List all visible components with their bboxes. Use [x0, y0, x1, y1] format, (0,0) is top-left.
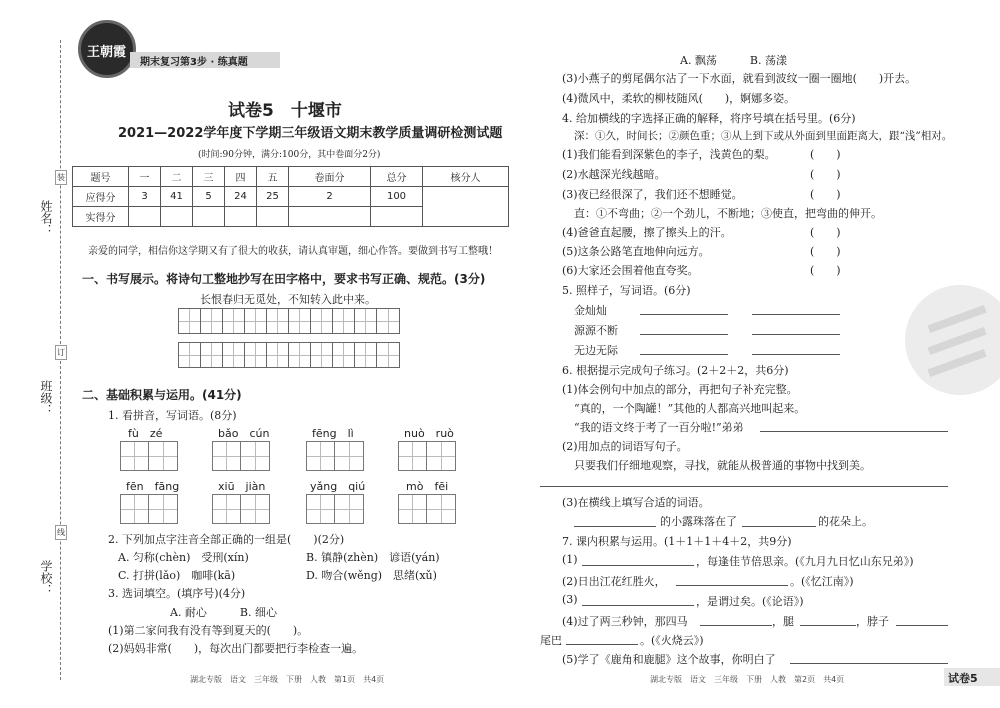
q3-sentence-1: (1)第二家问我有没有等到夏天的( )。 [108, 624, 309, 637]
score-table [72, 166, 509, 227]
th-cell: 二 [161, 167, 193, 187]
answer-grid[interactable] [398, 494, 456, 524]
q7-4-leg: ，腿 [772, 615, 794, 628]
answer-grid[interactable] [212, 494, 270, 524]
answer-line[interactable] [800, 625, 856, 626]
answer-grid[interactable] [306, 441, 364, 471]
th-cell: 三 [193, 167, 225, 187]
td-cell: 3 [129, 187, 161, 207]
td-cell: 实得分 [73, 207, 129, 227]
q6-title: 6. 根据提示完成句子练习。(2＋2＋2，共6分) [562, 364, 789, 377]
deep-definitions: 深：①久，时间长；②颜色重；③从上到下或从外面到里面距离大，跟“浅”相对。 [574, 130, 953, 142]
answer-line[interactable] [640, 354, 728, 355]
q7-2-start: (2)日出江花红胜火， [562, 575, 666, 588]
writing-grid-row-1[interactable] [178, 308, 400, 334]
pinyin-2: bǎo cún [218, 427, 270, 440]
answer-paren[interactable]: ( ) [810, 226, 841, 239]
score-table-header [73, 167, 509, 187]
td-cell: 100 [371, 187, 423, 207]
answer-line[interactable] [790, 663, 948, 664]
class-label: 班级： [39, 380, 53, 416]
q1-title: 1. 看拼音，写词语。(8分) [108, 409, 237, 422]
poem-line: 长恨春归无觅处，不知转入此中来。 [200, 293, 376, 306]
score-input-cell[interactable] [193, 207, 225, 227]
score-input-cell[interactable] [257, 207, 289, 227]
q3-sentence-4: (4)微风中，柔软的柳枝随风( )，婀娜多姿。 [562, 92, 796, 105]
deep-item-3: (3)夜已经很深了，我们还不想睡觉。 [562, 188, 743, 201]
q6-2-prompt: (2)用加点的词语写句子。 [562, 440, 688, 453]
pinyin-6: xiū jiàn [218, 480, 266, 493]
name-label: 姓名： [39, 200, 53, 236]
answer-line[interactable] [752, 334, 840, 335]
q7-2-end: 。(《忆江南》) [790, 575, 854, 588]
zhi-item-3: (6)大家还会围着他直夸奖。 [562, 264, 699, 277]
pinyin-7: yǎng qiú [310, 480, 366, 493]
score-input-cell[interactable] [225, 207, 257, 227]
answer-paren[interactable]: ( ) [810, 168, 841, 181]
footer-left: 湖北专版 语文 三年级 下册 人教 第1页 共4页 [190, 675, 385, 684]
score-input-cell[interactable] [129, 207, 161, 227]
answer-line[interactable] [640, 334, 728, 335]
q5-example-2: 源源不断 [574, 324, 618, 337]
th-cell: 一 [129, 167, 161, 187]
q6-2-example: 只要我们仔细地观察，寻找，就能从极普通的事物中找到美。 [574, 459, 871, 472]
th-cell: 题号 [73, 167, 129, 187]
q5-example-3: 无边无际 [574, 344, 618, 357]
answer-grid[interactable] [398, 441, 456, 471]
q5-title: 5. 照样子，写词语。(6分) [562, 284, 691, 297]
pinyin-4: nuò ruò [404, 427, 454, 440]
q6-3-part2: 的花朵上。 [818, 515, 873, 528]
th-cell: 核分人 [423, 167, 509, 187]
q5-example-1: 金灿灿 [574, 304, 607, 317]
th-cell: 五 [257, 167, 289, 187]
intro-text: 亲爱的同学，相信你这学期又有了很大的收获，请认真审题，细心作答。要做到书写工整哦！ [88, 246, 498, 257]
score-table-row [73, 187, 509, 207]
td-cell: 2 [289, 187, 371, 207]
logo-text: 王朝霞 [87, 45, 127, 60]
pinyin-8: mò fēi [406, 480, 449, 493]
q6-1-prompt: (1)体会例句中加点的部分，再把句子补充完整。 [562, 383, 798, 396]
th-cell: 四 [225, 167, 257, 187]
q3-options-2: A. 飘荡 B. 荡漾 [680, 54, 788, 67]
q6-1-example: “真的，一个陶罐！”其他的人都高兴地叫起来。 [574, 402, 806, 415]
answer-line[interactable] [582, 565, 694, 566]
section-2-title: 二、基础积累与运用。(41分) [82, 388, 242, 402]
seal-mark-1: 装 [55, 170, 67, 185]
zhi-item-1: (4)爸爸直起腰，擦了擦头上的汗。 [562, 226, 732, 239]
answer-grid[interactable] [212, 441, 270, 471]
q7-3-start: (3) [562, 593, 578, 606]
banner-text: 期末复习第3步 · 练真题 [140, 57, 248, 68]
td-cell: 5 [193, 187, 225, 207]
seal-stamp-icon [905, 285, 1000, 395]
answer-line[interactable] [574, 526, 656, 527]
q7-4-neck: ，脖子 [856, 615, 889, 628]
answer-line[interactable] [760, 431, 948, 432]
answer-grid[interactable] [120, 494, 178, 524]
td-cell: 应得分 [73, 187, 129, 207]
answer-line[interactable] [742, 526, 816, 527]
footer-right: 湖北专版 语文 三年级 下册 人教 第2页 共4页 [650, 675, 845, 684]
exam-title: 试卷5 十堰市 [228, 101, 342, 121]
deep-item-1: (1)我们能看到深紫色的李子，浅黄色的梨。 [562, 148, 776, 161]
answer-line[interactable] [582, 605, 694, 606]
answer-paren[interactable]: ( ) [810, 264, 841, 277]
banner-bar [130, 52, 280, 68]
td-cell[interactable] [423, 187, 509, 227]
answer-line[interactable] [566, 644, 638, 645]
q2-option-a[interactable]: A. 匀称(chèn) 受刑(xín) [118, 551, 249, 564]
q3-options: A. 耐心 B. 细心 [170, 606, 278, 619]
logo-badge [78, 20, 136, 78]
q2-option-b[interactable]: B. 镇静(zhèn) 谚语(yán) [306, 551, 440, 564]
exam-info: (时间:90分钟，满分:100分，其中卷面分2分) [198, 150, 381, 160]
answer-line[interactable] [896, 625, 948, 626]
writing-grid-row-2[interactable] [178, 342, 400, 368]
answer-line[interactable] [676, 585, 788, 586]
q7-1-start: (1) [562, 553, 578, 566]
q2-title: 2. 下列加点字注音全部正确的一组是( )(2分) [108, 533, 345, 546]
q6-1-task: “我的语文终于考了一百分啦!”弟弟 [574, 421, 744, 434]
td-cell: 41 [161, 187, 193, 207]
answer-grid[interactable] [120, 441, 178, 471]
answer-grid[interactable] [306, 494, 364, 524]
seal-mark-2: 订 [55, 345, 67, 360]
answer-line[interactable] [540, 486, 948, 487]
answer-line[interactable] [700, 625, 772, 626]
pinyin-3: fēng lì [312, 427, 354, 440]
zhi-item-2: (5)这条公路笔直地伸向远方。 [562, 245, 710, 258]
pinyin-1: fù zé [128, 427, 163, 440]
zhi-definitions: 直：①不弯曲；②一个劲儿，不断地；③使直，把弯曲的伸开。 [574, 207, 882, 220]
q2-option-c[interactable]: C. 打拼(lǎo) 咖啡(kā) [118, 569, 236, 582]
q6-3-prompt: (3)在横线上填写合适的词语。 [562, 496, 710, 509]
binding-line [60, 40, 61, 680]
score-input-cell[interactable] [371, 207, 423, 227]
q3-title: 3. 选词填空。(填序号)(4分) [108, 587, 246, 600]
q7-1-end: ，每逢佳节倍思亲。(《九月九日忆山东兄弟》) [696, 555, 914, 568]
school-label: 学校： [39, 560, 53, 596]
td-cell: 25 [257, 187, 289, 207]
score-input-cell[interactable] [161, 207, 193, 227]
seal-mark-3: 线 [55, 525, 67, 540]
th-cell: 总分 [371, 167, 423, 187]
q7-title: 7. 课内积累与运用。(1＋1＋1＋4＋2，共9分) [562, 535, 792, 548]
th-cell: 卷面分 [289, 167, 371, 187]
answer-paren[interactable]: ( ) [810, 148, 841, 161]
q7-3-end: ，是谓过矣。(《论语》) [696, 595, 804, 608]
q7-5-prompt: (5)学了《鹿角和鹿腿》这个故事，你明白了 [562, 653, 776, 666]
q3-sentence-2: (2)妈妈非常( )，每次出门都要把行李检查一遍。 [108, 642, 364, 655]
answer-line[interactable] [752, 354, 840, 355]
q3-sentence-3: (3)小燕子的剪尾偶尔沾了一下水面，就看到波纹一圈一圈地( )开去。 [562, 72, 917, 85]
score-input-cell[interactable] [289, 207, 371, 227]
q2-option-d[interactable]: D. 吻合(wěng) 思绪(xǔ) [306, 569, 437, 582]
answer-line[interactable] [752, 314, 840, 315]
q7-4-start: (4)过了两三秒钟，那四马 [562, 615, 688, 628]
td-cell: 24 [225, 187, 257, 207]
q7-4-source: 。(《火烧云》) [640, 634, 704, 647]
q7-4-tail: 尾巴 [540, 634, 562, 647]
exam-subtitle: 2021—2022学年度下学期三年级语文期末教学质量调研检测试题 [118, 126, 503, 141]
pinyin-5: fēn fāng [126, 480, 180, 493]
answer-paren[interactable]: ( ) [810, 245, 841, 258]
page-tag: 试卷5 [948, 672, 978, 685]
q4-title: 4. 给加横线的字选择正确的解释，将序号填在括号里。(6分) [562, 112, 856, 125]
page-tag-box [944, 668, 1000, 686]
answer-line[interactable] [640, 314, 728, 315]
answer-paren[interactable]: ( ) [810, 188, 841, 201]
deep-item-2: (2)水越深光线越暗。 [562, 168, 666, 181]
q6-3-part1: 的小露珠落在了 [660, 515, 737, 528]
section-1-title: 一、书写展示。将诗句工整地抄写在田字格中，要求书写正确、规范。(3分) [82, 272, 486, 286]
